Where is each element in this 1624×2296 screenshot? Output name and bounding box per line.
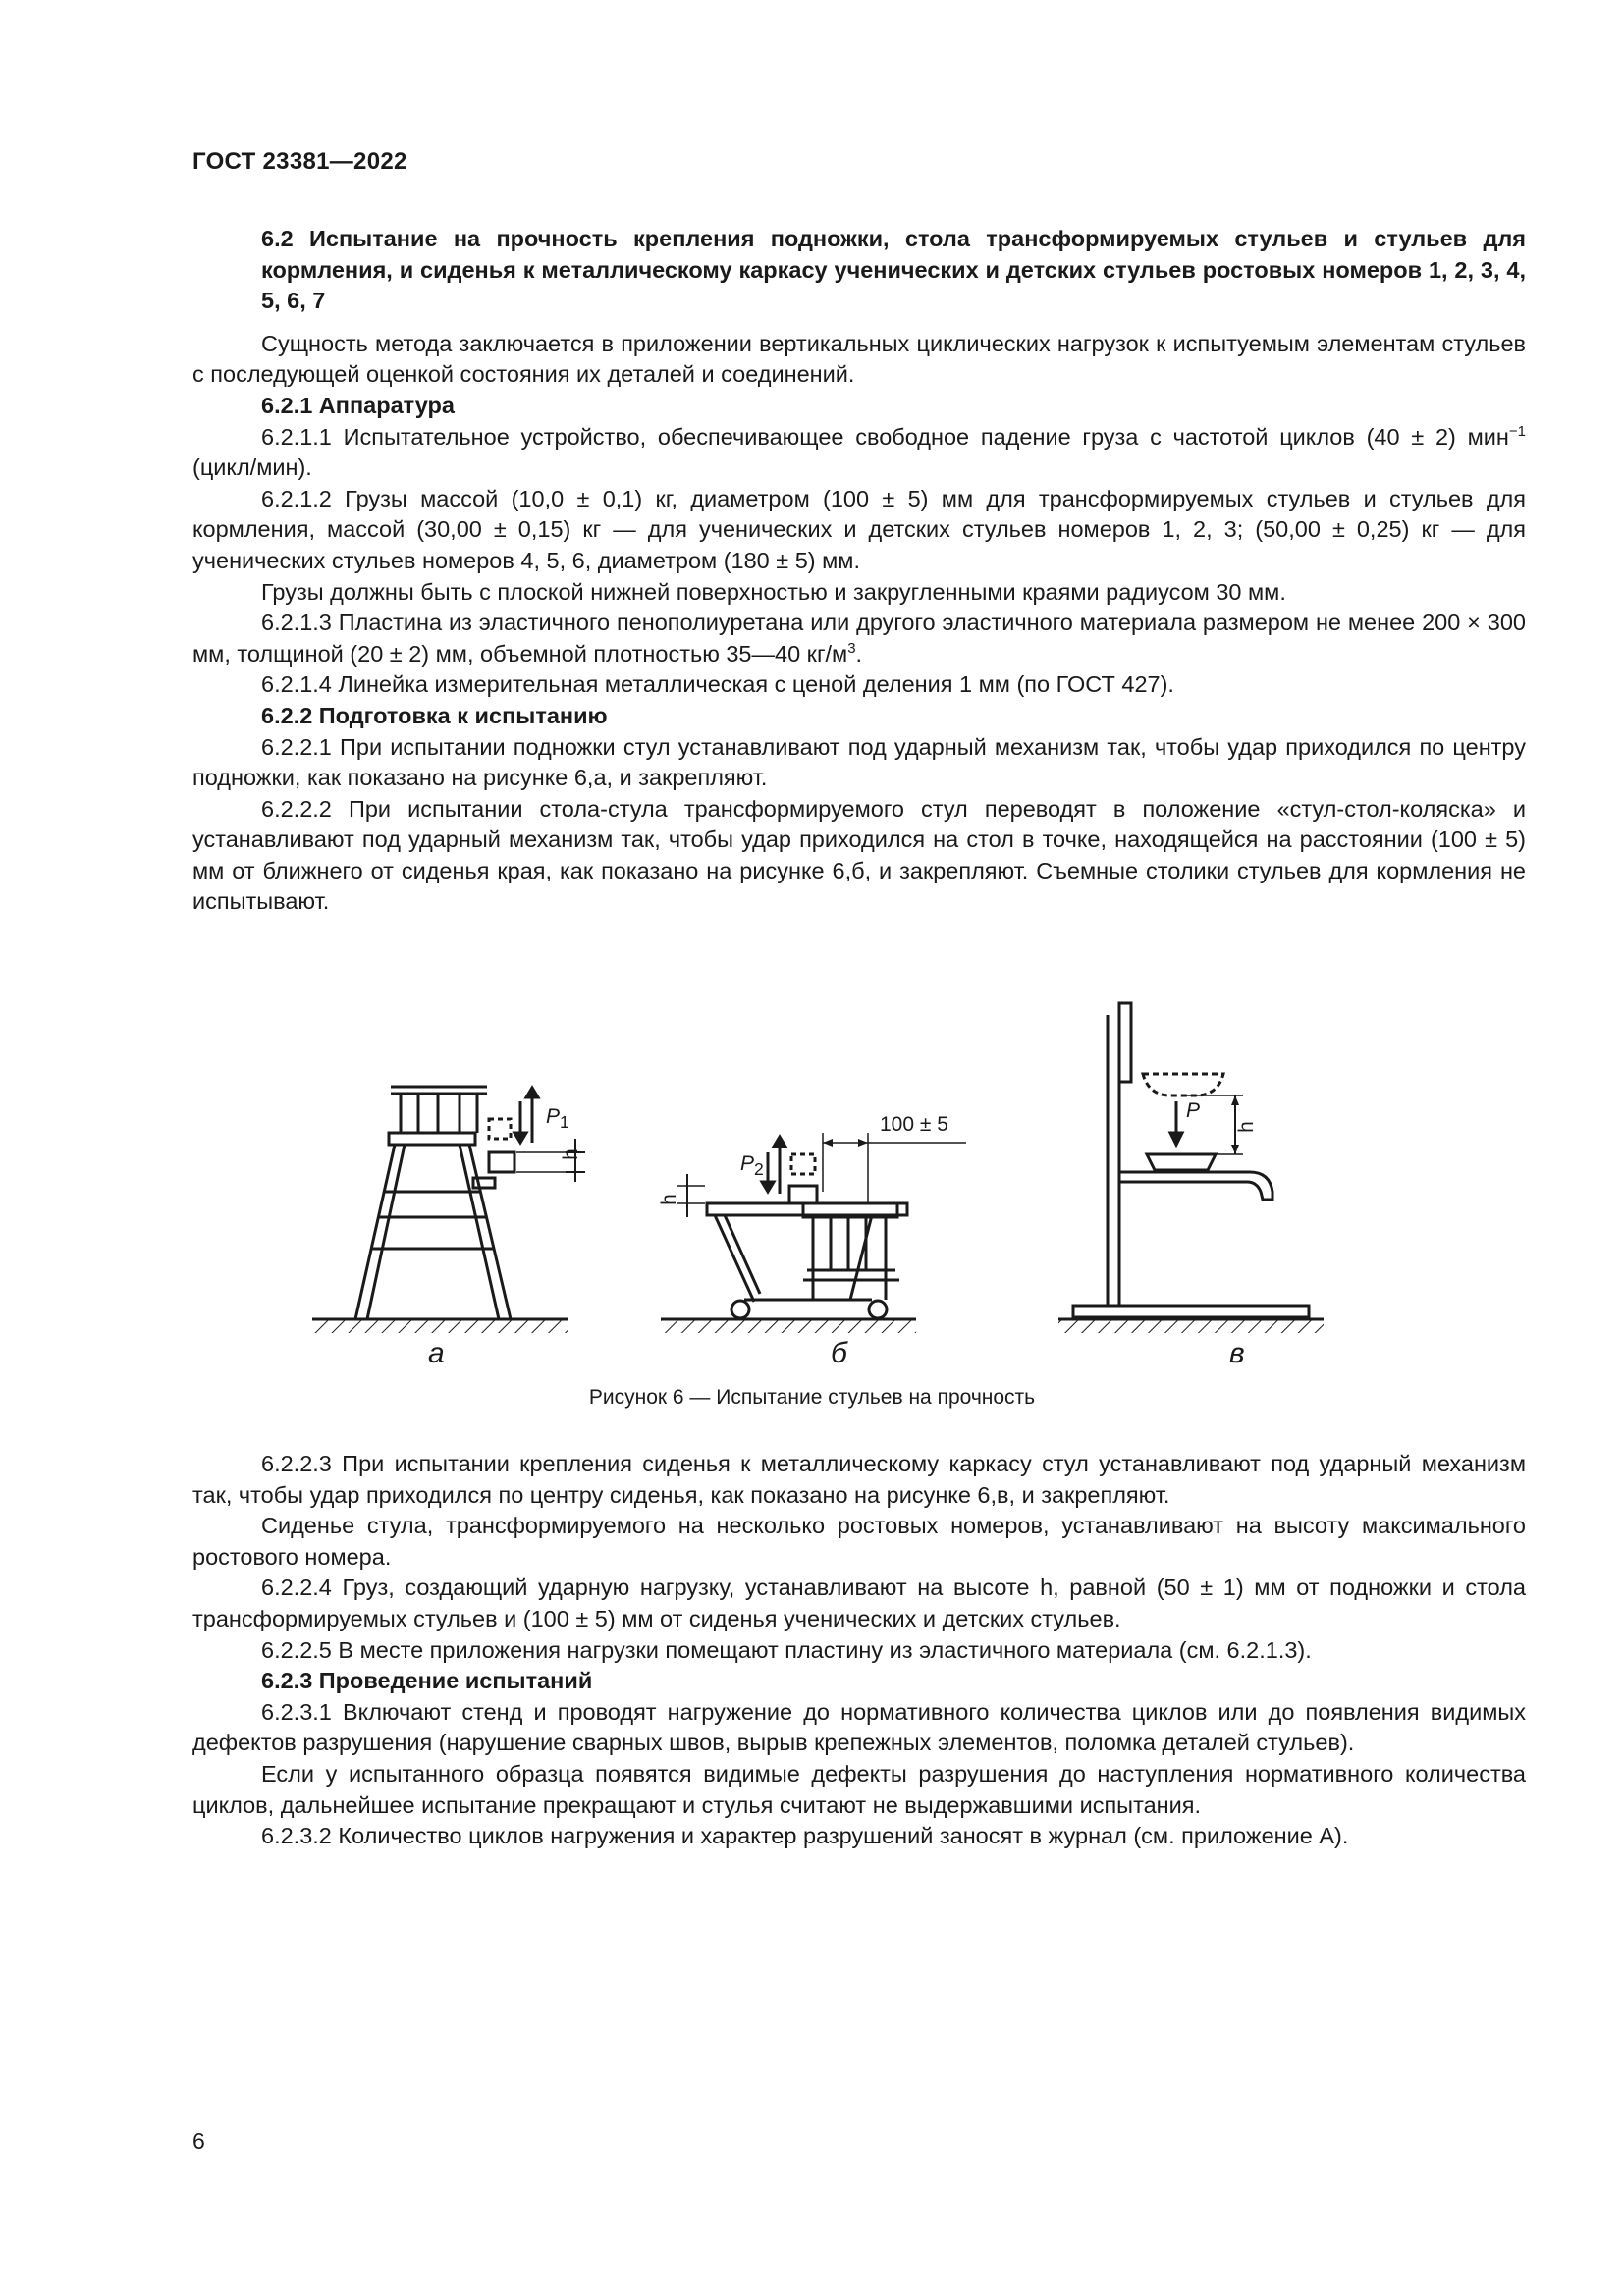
paragraph-seat: Сиденье стула, трансформируемого на несколько ростовых номеров, устанавливают на высоту максимального ростового номера. <box>192 1513 1526 1570</box>
paragraph-intro: Сущность метода заключается в приложении вертикальных циклических нагрузок к испытуемым элементам стульев с последующей оценкой состояния их деталей и соединений. <box>192 330 1526 388</box>
label-p2: $P_2$ <box>740 1152 764 1180</box>
paragraph-6224: 6.2.2.4 Груз, создающий ударную нагрузку, устанавливают на высоте h, равной (50 ± 1) мм от подножки и стола трансформируемых стульев и (100 ± 5) мм от сиденья ученических и детских стульев. <box>192 1575 1526 1631</box>
label-dimension: 100 ± 5 <box>880 1113 948 1136</box>
figure-drawing <box>312 986 1402 1378</box>
sublabel-v: в <box>1229 1337 1245 1369</box>
paragraph-6231: 6.2.3.1 Включают стенд и проводят нагружение до нормативного количества циклов или до появления видимых дефектов разрушения (нарушение сварных швов, вырыв крепежных элементов, поломка деталей стульев). <box>192 1698 1526 1756</box>
heading-preparation: 6.2.2 Подготовка к испытанию <box>261 702 608 728</box>
paragraph-6211: 6.2.1.1 Испытательное устройство, обеспечивающее свободное падение груза с частотой циклов (40 ± 2) мин$^{-1}$ (цикл/мин). <box>192 422 1526 481</box>
drawing-v-metal-frame <box>1058 1003 1324 1333</box>
figure-6 <box>312 986 1402 1408</box>
section-text-top <box>192 224 1526 918</box>
label-h-v: h <box>1234 1121 1258 1133</box>
section-title: 6.2 Испытание на прочность крепления подножки, стола трансформируемых стульев и стульев для кормления, и сиденья к металлическому каркасу ученических и детских стульев ростовых номеров 1, 2, 3, 4, 5, 6, 7 <box>261 226 1526 314</box>
figure-caption: Рисунок 6 — Испытание стульев на прочность <box>588 1386 1036 1409</box>
paragraph-6212: 6.2.1.2 Грузы массой (10,0 ± 0,1) кг, диаметром (100 ± 5) мм для трансформируемых стульев и стульев для кормления, массой (30,00 ± 0,15) кг — для ученических и детских стульев номеров 1, 2, 3; (50,00 ± 0,25) кг — для ученических стульев номеров 4, 5, 6, диаметром (180 ± 5) мм. <box>192 485 1526 573</box>
label-h-b: h <box>657 1194 680 1205</box>
paragraph-6223: 6.2.2.3 При испытании крепления сиденья к металлическому каркасу стул устанавливают под ударный механизм так, чтобы удар приходился по центру сиденья, как показано на рисунке 6,в, и закрепляют. <box>192 1451 1526 1508</box>
paragraph-defects: Если у испытанного образца появятся видимые дефекты разрушения до наступления нормативного количества циклов, дальнейшее испытание прекращают и стулья считают не выдержавшими испытания. <box>192 1760 1526 1818</box>
drawing-a-high-chair <box>312 1087 585 1333</box>
label-p: P <box>1186 1099 1201 1122</box>
drawing-b-chair-table <box>661 1133 966 1333</box>
paragraph-weights: Грузы должны быть с плоской нижней поверхностью и закругленными краями радиусом 30 мм. <box>261 578 1286 605</box>
paragraph-6222: 6.2.2.2 При испытании стола-стула трансформируемого стул переводят в положение «стул-стол-коляска» и устанавливают под ударный механизм так, чтобы удар приходился на стол в точке, находящейся на расстоянии (100 ± 5) мм от ближнего от сиденья края, как показано на рисунке 6,б, и закрепляют. Съемные столики стульев для кормления не испытывают. <box>192 795 1526 915</box>
section-text-bottom <box>192 1449 1526 1852</box>
heading-testing: 6.2.3 Проведение испытаний <box>261 1668 593 1694</box>
sublabel-a: а <box>428 1337 445 1369</box>
heading-apparatus: 6.2.1 Аппаратура <box>261 392 455 418</box>
paragraph-6221: 6.2.2.1 При испытании подножки стул устанавливают под ударный механизм так, чтобы удар приходился по центру подножки, как показано на рисунке 6,а, и закрепляют. <box>192 733 1526 791</box>
paragraph-6225: 6.2.2.5 В месте приложения нагрузки помещают пластину из эластичного материала (см. 6.2.1.3). <box>261 1636 1312 1663</box>
sublabel-b: б <box>831 1337 847 1369</box>
paragraph-6232: 6.2.3.2 Количество циклов нагружения и характер разрушений заносят в журнал (см. приложение А). <box>261 1823 1349 1849</box>
document-code: ГОСТ 23381—2022 <box>192 148 407 175</box>
page-number: 6 <box>192 2128 205 2154</box>
label-h-a: h <box>559 1148 582 1160</box>
label-p1: $P_1$ <box>546 1105 569 1133</box>
paragraph-6213: 6.2.1.3 Пластина из эластичного пенополиуретана или другого эластичного материала размером не менее 200 × 300 мм, толщиной (20 ± 2) мм, объемной плотностью 35—40 $кг/м^3$. <box>192 610 1526 667</box>
paragraph-6214: 6.2.1.4 Линейка измерительная металлическая с ценой деления 1 мм (по ГОСТ 427). <box>261 671 1174 698</box>
